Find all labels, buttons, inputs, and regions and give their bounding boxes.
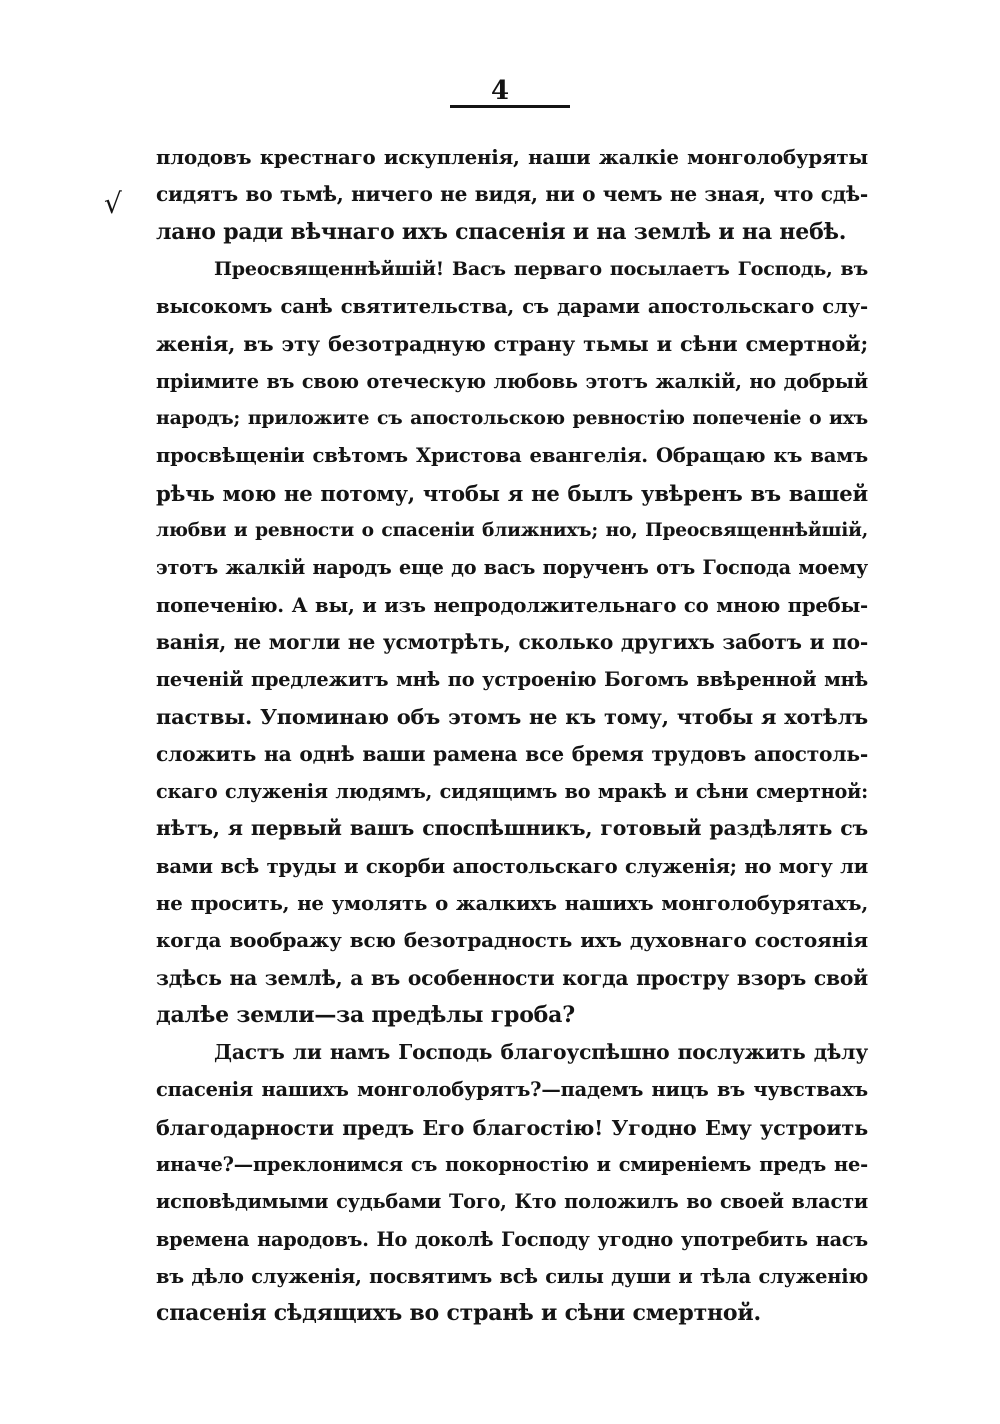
text-line: далѣе земли—за предѣлы гроба? [156, 1001, 575, 1028]
text-line: печеній предлежитъ мнѣ по устроенію Богомъ ввѣренной мнѣ [156, 668, 868, 692]
paragraph-3 [156, 1034, 868, 1332]
text-line: скаго служенія людямъ, сидящимъ во мракѣ и сѣни смертной: [156, 780, 868, 804]
text-line: благодарности предъ Его благостію! Угодно Ему устроить [156, 1114, 868, 1140]
text-line: сидятъ во тьмѣ, ничего не видя, ни о чемъ не зная, что сдѣ- [156, 182, 868, 207]
paragraph-1 [156, 139, 868, 251]
text-line: спасенія нашихъ монголобурятъ?—падемъ ницъ въ чувствахъ [156, 1078, 868, 1102]
text-line: иначе?—преклонимся съ покорностію и смиреніемъ предъ не- [156, 1153, 868, 1177]
text-line: этотъ жалкій народъ еще до васъ порученъ отъ Господа моему [156, 556, 868, 580]
body-text [156, 139, 868, 1333]
text-line: нѣтъ, я первый вашъ споспѣшникъ, готовый раздѣлять съ [156, 816, 868, 841]
text-line: лано ради вѣчнаго ихъ спасенія и на землѣ и на небѣ. [156, 218, 847, 245]
text-line: попеченію. А вы, и изъ непродолжительнаго со мною пребы- [156, 593, 868, 617]
text-line: пріимите въ свою отеческую любовь этотъ жалкій, но добрый [156, 369, 868, 393]
text-line: сложить на однѣ ваши рамена все бремя трудовъ апостоль- [156, 741, 868, 766]
text-line: здѣсь на землѣ, а въ особенности когда простру взоръ свой [156, 965, 868, 990]
page-number-rule [450, 105, 570, 108]
text-line: ванія, не могли не усмотрѣть, сколько другихъ заботъ и по- [156, 629, 868, 654]
text-line: любви и ревности о спасеніи ближнихъ; но, Преосвященнѣйшій, [156, 519, 868, 541]
page-number: 4 [490, 76, 510, 106]
text-line: рѣчь мою не потому, чтобы я не былъ увѣренъ въ вашей [156, 480, 868, 506]
text-line: плодовъ крестнаго искупленія, наши жалкіе монголобуряты [156, 145, 868, 169]
text-line: народъ; приложите съ апостольскою ревностію попеченіе о ихъ [156, 407, 868, 430]
text-line: высокомъ санѣ святительства, съ дарами апостольскаго слу- [156, 295, 868, 319]
text-line: времена народовъ. Но доколѣ Господу угодно употребить насъ [156, 1227, 868, 1251]
text-line: просвѣщеніи свѣтомъ Христова евангелія. Обращаю къ вамъ [156, 444, 868, 468]
text-line: исповѣдимыми судьбами Того, Кто положилъ во своей власти [156, 1190, 868, 1214]
text-line: Дастъ ли намъ Господь благоуспѣшно послужить дѣлу [214, 1040, 868, 1065]
text-line: Преосвященнѣйшій! Васъ перваго посылаетъ Господь, въ [214, 257, 868, 280]
margin-check-mark: √ [104, 187, 122, 220]
text-line: спасенія сѣдящихъ во странѣ и сѣни смертной. [156, 1300, 761, 1327]
text-line: когда воображу всю безотрадность ихъ духовнаго состоянія [156, 928, 868, 953]
text-line: вами всѣ труды и скорби апостольскаго служенія; но могу ли [156, 854, 868, 878]
text-line: въ дѣло служенія, посвятимъ всѣ силы души и тѣла служенію [156, 1264, 868, 1288]
text-line: женія, въ эту безотрадную страну тьмы и сѣни смертной; [156, 331, 868, 357]
text-line: паствы. Упоминаю объ этомъ не къ тому, чтобы я хотѣлъ [156, 704, 868, 730]
paragraph-2 [156, 251, 868, 1034]
text-line: не просить, не умолять о жалкихъ нашихъ монголобурятахъ, [156, 890, 868, 915]
